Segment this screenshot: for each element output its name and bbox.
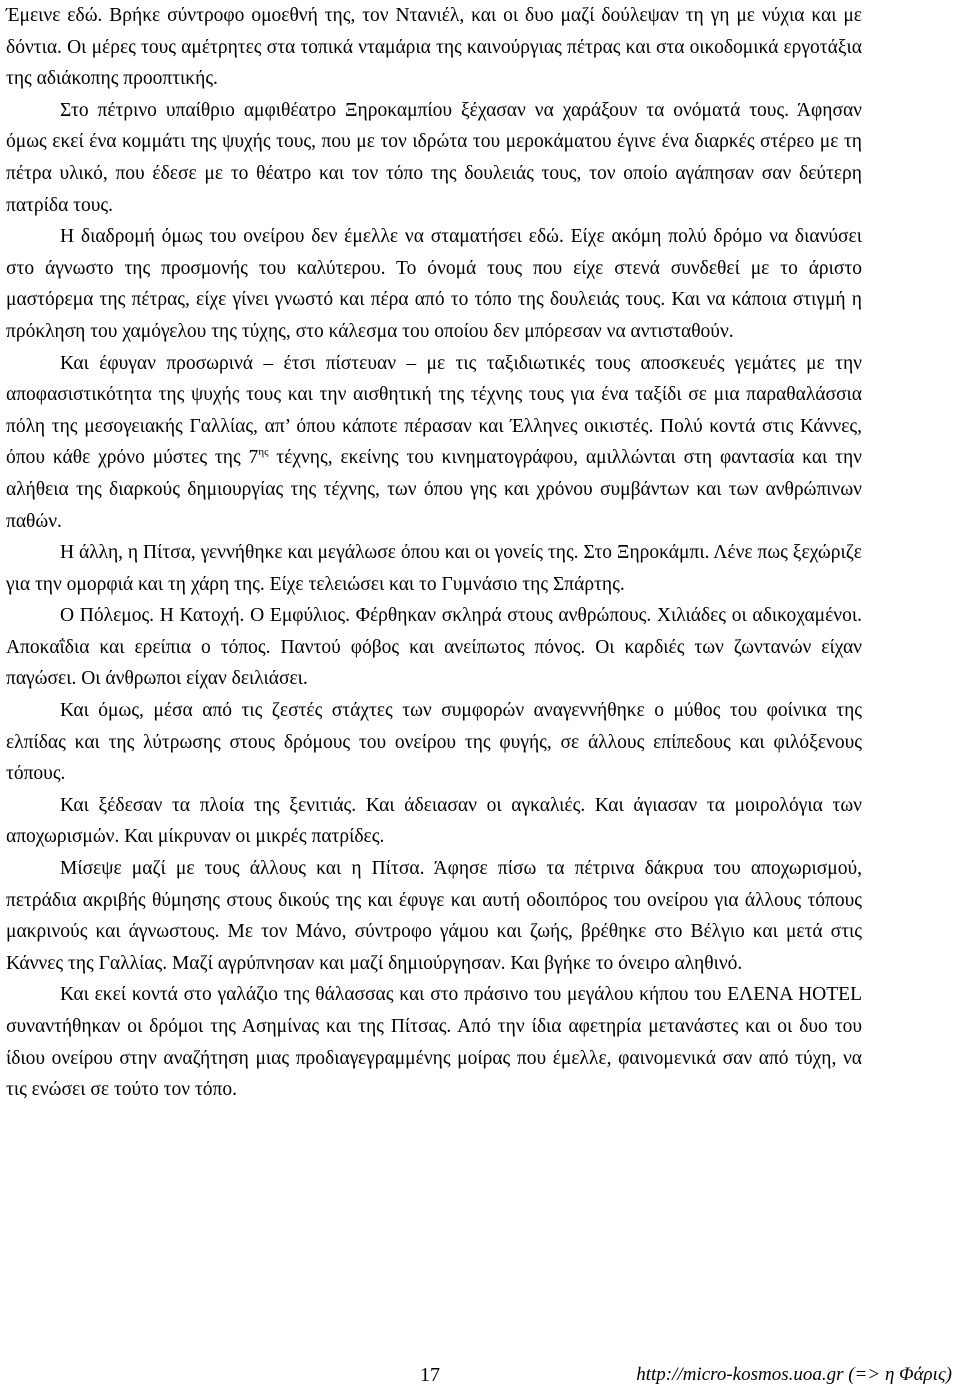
paragraph: Και όμως, μέσα από τις ζεστές στάχτες των συμφορών αναγεννήθηκε ο μύθος του φοίνικα της ελπίδας και της λύτρωσης στους δρόμους του ονείρου της φυγής, σε άλλους επίπεδους και φιλόξενους τόπους.: [6, 700, 862, 785]
paragraph: Ο Πόλεμος. Η Κατοχή. Ο Εμφύλιος. Φέρθηκαν σκληρά στους ανθρώπους. Χιλιάδες οι αδικοχαμένοι. Αποκαΐδια και ερείπια ο τόπος. Παντού φόβος και ανείπωτος πόνος. Οι καρδιές των ζωντανών είχαν παγώσει. Οι άνθρωποι είχαν δειλιάσει.: [6, 605, 862, 690]
paragraph: Η άλλη, η Πίτσα, γεννήθηκε και μεγάλωσε όπου και οι γονείς της. Στο Ξηροκάμπι. Λένε πως ξεχώριζε για την ομορφιά και τη χάρη της. Είχε τελειώσει και το Γυμνάσιο της Σπάρτης.: [6, 542, 862, 595]
paragraph: Η διαδρομή όμως του ονείρου δεν έμελλε να σταματήσει εδώ. Είχε ακόμη πολύ δρόμο να διανύσει στο άγνωστο της προσμονής του καλύτερου. Το όνομά τους που είχε στενά συνδεθεί με το άριστο μαστόρεμα της πέτρας, είχε γίνει γνωστό και πέρα από το τόπο της δουλειάς τους. Και να κάποια στιγμή η πρόκληση του χαμόγελου της τύχης, στο κάλεσμα του οποίου δεν μπόρεσαν να αντισταθούν.: [6, 226, 862, 342]
source-url: http://micro-kosmos.uoa.gr (=> η Φάρις): [636, 1364, 952, 1385]
paragraph: Και εκεί κοντά στο γαλάζιο της θάλασσας και στο πράσινο του μεγάλου κήπου του ΕΛΕΝΑ HOTEL συναντήθηκαν οι δρόμοι της Ασημίνας και της Πίτσας. Από την ίδια αφετηρία μετανάστες και οι δυο του ίδιου ονείρου στην αναζήτηση μιας προδιαγεγραμμένης μοίρας που έμελλε, φαινομενικά σαν από τύχη, να τις ενώσει σε τούτο τον τόπο.: [6, 984, 862, 1101]
paragraph-text-continued: τέχνης, εκείνης του κινηματογράφου, αμιλλώνται στη φαντασία και την αλήθεια της διαρκούς δημιουργίας της τέχνης, των όπου γης και χρόνου συμβάντων και των ανθρώπινων παθών.: [6, 447, 862, 532]
paragraph-text: Και έφυγαν προσωρινά – έτσι πίστευαν – με τις ταξιδιωτικές τους αποσκευές γεμάτες με την αποφασιστικότητα της ψυχής τους και την αισθητική της τέχνης τους για ένα ταξίδι σε μια παραθαλάσσια πόλη της μεσογειακής Γαλλίας, απ’ όπου κάποτε πέρασαν και Έλληνες οικιστές. Πολύ κοντά στις Κάννες, όπου κάθε χρόνο μύστες της 7: [6, 352, 862, 469]
ordinal-superscript: ης: [258, 446, 269, 459]
paragraph: [6, 348, 862, 538]
paragraph: Έμεινε εδώ. Βρήκε σύντροφο ομοεθνή της, τον Ντανιέλ, και οι δυο μαζί δούλεψαν τη γη με νύχια και με δόντια. Οι μέρες τους αμέτρητες στα τοπικά νταμάρια της καινούργιας πέτρας και στα οικοδομικά εργοτάξια της αδιάκοπης προοπτικής.: [6, 5, 862, 90]
paragraph: Και ξέδεσαν τα πλοία της ξενιτιάς. Και άδειασαν οι αγκαλιές. Και άγιασαν τα μοιρολόγια των αποχωρισμών. Και μίκρυναν οι μικρές πατρίδες.: [6, 794, 862, 848]
paragraph: Μίσεψε μαζί με τους άλλους και η Πίτσα. Άφησε πίσω τα πέτρινα δάκρυα του αποχωρισμού, πετράδια ακριβής θύμησης στους δικούς της και έφυγε και αυτή οδοιπόρος του ονείρου για άλλους τόπους μακρινούς και άγνωστους. Με τον Μάνο, σύντροφο γάμου και ζωής, βρέθηκε στο Βέλγιο και μετά στις Κάννες της Γαλλίας. Μαζί αγρύπνησαν και μαζί δημιούργησαν. Και βγήκε το όνειρο αληθινό.: [6, 858, 862, 974]
page-footer: [0, 1360, 960, 1387]
paragraph: Στο πέτρινο υπαίθριο αμφιθέατρο Ξηροκαμπίου ξέχασαν να χαράξουν τα ονόματά τους. Άφησαν όμως εκεί ένα κομμάτι της ψυχής τους, που με τον ιδρώτα του μεροκάματου έγινε ένα διαρκές στέρεο με τη πέτρα υλικό, που έδεσε με το θέατρο και τον τόπο της δουλειάς τους, τον οποίο αγάπησαν σαν δεύτερη πατρίδα τους.: [6, 99, 862, 216]
page-number: 17: [420, 1364, 440, 1386]
document-body: [6, 0, 862, 1106]
